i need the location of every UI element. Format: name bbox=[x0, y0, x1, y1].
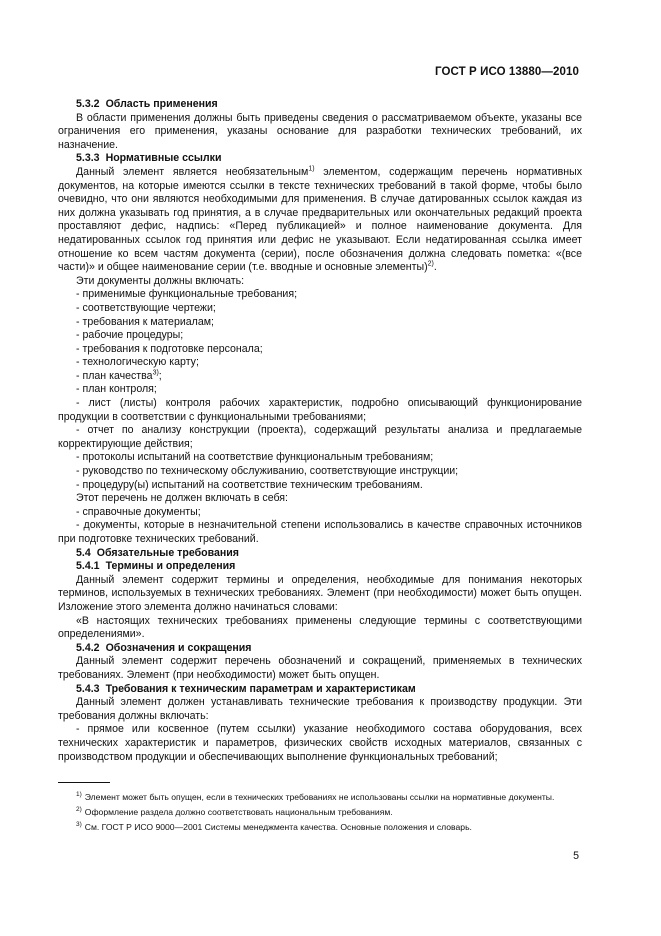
section-number: 5.4.2 bbox=[76, 641, 100, 654]
section-title: Нормативные ссылки bbox=[105, 152, 222, 165]
list-item bbox=[58, 370, 582, 384]
list-item: - справочные документы; bbox=[76, 505, 201, 518]
footnote-ref-1: 1) bbox=[308, 165, 315, 173]
text: элементом, содержащим перечень нормативных документов, на которые имеются ссылки в тексте технических требований в такой форме, чтобы было очевидно, что они являются необходимыми для применения. В случае датированных ссылок каждая из них должна указывать год принятия, а в случае предварительных или окончательных редакций проекта проставляют дефис, надпись: «Перед публикацией» и полное наименование документа. Для недатированных ссылок год принятия или дефис не указывают. Если недатированная ссылка имеет отношение ко всем частям документа (серии), после обозначения должна следовать пометка: «(все части)» и общее наименование серии (т.е. вводные и основные элементы) bbox=[58, 165, 583, 274]
section-heading-5-4-3 bbox=[58, 683, 582, 697]
list-item: - документы, которые в незначительной степени использовались в качестве справочных источников при подготовке технических требований. bbox=[58, 519, 582, 545]
footnote-text: См. ГОСТ Р ИСО 9000—2001 Системы менеджмента качества. Основные положения и словарь. bbox=[84, 821, 472, 832]
section-heading-5-3-3 bbox=[58, 152, 582, 166]
list-item: - протоколы испытаний на соответствие функциональным требованиям; bbox=[76, 451, 434, 464]
document-header: ГОСТ Р ИСО 13880—2010 bbox=[434, 66, 579, 78]
footnote-mark: 1) bbox=[76, 791, 82, 799]
section-heading-5-3-2 bbox=[58, 98, 582, 112]
footnote-ref-2: 2) bbox=[427, 260, 434, 268]
list-item: - прямое или косвенное (путем ссылки) указание необходимого состава оборудования, всех технических характеристик и параметров, физических свойств исходных материалов, связанных с производством продукции и обеспечивающих выполнение функциональных требований; bbox=[58, 723, 582, 763]
section-number: 5.4.1 bbox=[76, 560, 100, 573]
footnote bbox=[58, 807, 582, 819]
list-item: - рабочие процедуры; bbox=[76, 329, 184, 342]
paragraph: В области применения должны быть приведены сведения о рассматриваемом объекте, указаны все ограничения его применения, указаны основание для разработки технических требований, их назначение. bbox=[58, 111, 582, 151]
section-number: 5.4 bbox=[76, 546, 91, 559]
section-title: Требования к техническим параметрам и характеристикам bbox=[105, 682, 416, 695]
paragraph: Данный элемент должен устанавливать технические требования к производству продукции. Эти требования должны включать: bbox=[58, 696, 582, 722]
footnote-mark: 2) bbox=[76, 805, 82, 813]
text: ; bbox=[158, 369, 162, 382]
text: Данный элемент является необязательным bbox=[76, 165, 309, 178]
footnote-separator bbox=[58, 782, 110, 783]
paragraph bbox=[58, 166, 582, 275]
text: . bbox=[433, 261, 437, 274]
footnote-mark: 3) bbox=[76, 820, 82, 828]
section-title: Область применения bbox=[105, 98, 218, 110]
footnote bbox=[58, 792, 582, 804]
page-number: 5 bbox=[573, 850, 579, 862]
footnote-text: Элемент может быть опущен, если в технических требованиях не использованы ссылки на нормативные документы. bbox=[84, 792, 555, 802]
list-item: - технологическую карту; bbox=[76, 356, 199, 369]
footnote-ref-3: 3) bbox=[152, 369, 159, 377]
section-title: Обязательные требования bbox=[96, 546, 239, 559]
list-item: - лист (листы) контроля рабочих характеристик, подробно описывающий функционирование продукции в соответствии с функциональными требованиями; bbox=[58, 397, 582, 423]
footnote-text: Оформление раздела должно соответствовать национальным требованиям. bbox=[84, 806, 393, 817]
list-item: - план контроля; bbox=[76, 383, 157, 396]
text: - план качества bbox=[76, 369, 153, 382]
footnotes bbox=[58, 792, 582, 836]
section-number: 5.3.3 bbox=[76, 152, 100, 165]
list-item: - отчет по анализу конструкции (проекта), содержащий результаты анализа и предлагаемые корректирующие действия; bbox=[58, 424, 582, 450]
list-item: - применимые функциональные требования; bbox=[76, 288, 298, 301]
paragraph: Данный элемент содержит термины и определения, необходимые для понимания некоторых терминов, используемых в технических требованиях. Элемент (при необходимости) может быть опущен. Изложение этого элемента должно начинаться словами: bbox=[58, 573, 582, 613]
list-item: - руководство по техническому обслуживанию, соответствующие инструкции; bbox=[76, 465, 459, 478]
section-number: 5.3.2 bbox=[76, 98, 100, 110]
list-item: - требования к подготовке персонала; bbox=[76, 342, 263, 355]
paragraph: Эти документы должны включать: bbox=[76, 274, 245, 287]
section-heading-5-4 bbox=[58, 547, 582, 561]
section-heading-5-4-2 bbox=[58, 642, 582, 656]
footnote bbox=[58, 822, 582, 834]
paragraph: «В настоящих технических требованиях применены следующие термины с соответствующими определениями». bbox=[58, 614, 582, 641]
section-title: Термины и определения bbox=[105, 560, 236, 573]
section-number: 5.4.3 bbox=[76, 682, 100, 695]
main-content bbox=[58, 98, 582, 764]
section-title: Обозначения и сокращения bbox=[105, 641, 252, 654]
paragraph: Этот перечень не должен включать в себя: bbox=[76, 492, 288, 505]
section-heading-5-4-1 bbox=[58, 560, 582, 574]
paragraph: Данный элемент содержит перечень обозначений и сокращений, применяемых в технических требованиях. Элемент (при необходимости) может быть опущен. bbox=[58, 655, 582, 681]
list-item: - процедуру(ы) испытаний на соответствие техническим требованиям. bbox=[76, 478, 423, 491]
list-item: - требования к материалам; bbox=[76, 315, 214, 328]
list-item: - соответствующие чертежи; bbox=[76, 301, 216, 314]
